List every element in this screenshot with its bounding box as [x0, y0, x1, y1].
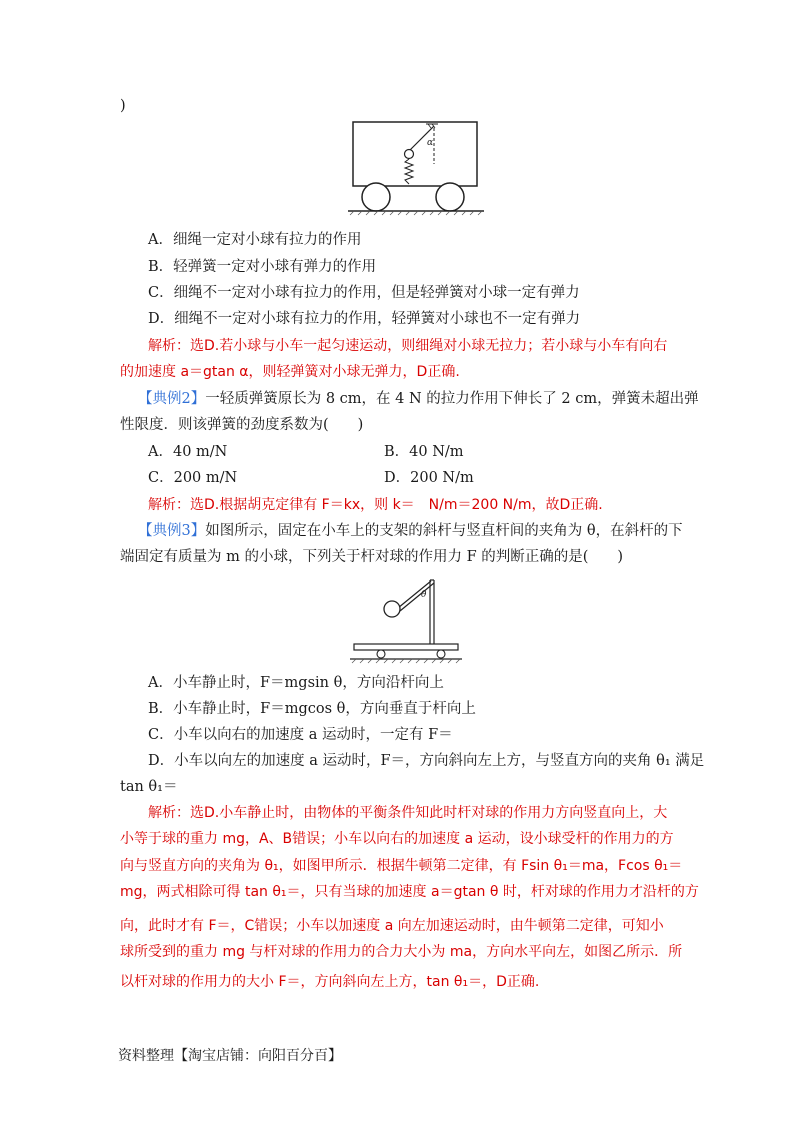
- example2-stem-line-2: 性限度．则该弹簧的劲度系数为( ): [120, 417, 364, 433]
- example3-option-d: D．小车以向左的加速度 a 运动时，F＝，方向斜向左上方，与竖直方向的夹角 θ₁ 满足: [148, 753, 705, 769]
- example3-stem-line-1: [138, 521, 683, 541]
- example3-analysis-line-5: 向，此时才有 F＝，C错误；小车以加速度 a 向左加速运动时，由牛顿第二定律，可知小: [120, 918, 664, 934]
- example3-stem-text: 如图所示，固定在小车上的支架的斜杆与竖直杆间的夹角为 θ，在斜杆的下: [205, 523, 683, 539]
- example3-analysis-line-2: 小等于球的重力 mg，A、B错误；小车以向右的加速度 a 运动，设小球受杆的作用力的方: [120, 831, 674, 847]
- example3-option-d-cont: tan θ₁＝: [120, 779, 178, 795]
- example2-stem-line-1: [138, 389, 699, 409]
- example2-option-a: A．40 m/N: [148, 444, 228, 460]
- example3-analysis-line-4: mg，两式相除可得 tan θ₁＝，只有当球的加速度 a＝gtan θ 时，杆对球的作用力才沿杆的方: [120, 884, 699, 900]
- q1-option-d: D．细绳不一定对小球有拉力的作用，轻弹簧对小球也不一定有弹力: [148, 311, 581, 327]
- example2-analysis: 解析：选D.根据胡克定律有 F＝kx，则 k＝ N/m＝200 N/m，故D正确.: [148, 497, 603, 513]
- example3-tag: 【典例3】: [138, 523, 206, 539]
- example3-analysis-line-3: 向与竖直方向的夹角为 θ₁，如图甲所示．根据牛顿第二定律，有 Fsin θ₁＝ma，Fcos θ₁＝: [120, 858, 683, 874]
- example3-option-b: B．小车静止时，F＝mgcos θ，方向垂直于杆向上: [148, 701, 476, 717]
- q1-analysis-line-2: 的加速度 a＝gtan α，则轻弹簧对小球无弹力，D正确.: [120, 364, 460, 380]
- example2-option-d: D．200 N/m: [384, 470, 474, 486]
- example3-stem-line-2: 端固定有质量为 m 的小球，下列关于杆对球的作用力 F 的判断正确的是( ): [120, 549, 624, 565]
- example3-analysis-line-6: 球所受到的重力 mg 与杆对球的作用力的合力大小为 ma，方向水平向左，如图乙所示．所: [120, 944, 683, 960]
- footer: 资料整理【淘宝店铺：向阳百分百】: [118, 1048, 342, 1064]
- q1-option-a: A．细绳一定对小球有拉力的作用: [148, 232, 362, 248]
- figure-cart-spring: [348, 118, 484, 216]
- q1-option-b: B．轻弹簧一定对小球有弹力的作用: [148, 259, 377, 275]
- top-fragment: ): [120, 98, 126, 114]
- example3-option-c: C．小车以向右的加速度 a 运动时，一定有 F＝: [148, 727, 453, 743]
- example2-stem-text: 一轻质弹簧原长为 8 cm，在 4 N 的拉力作用下伸长了 2 cm，弹簧未超出弹: [205, 391, 699, 407]
- example2-option-b: B．40 N/m: [384, 444, 464, 460]
- angle-theta-label: θ: [421, 590, 427, 600]
- example2-tag: 【典例2】: [138, 391, 206, 407]
- angle-alpha-label: α: [427, 138, 434, 148]
- example3-analysis-line-1: 解析：选D.小车静止时，由物体的平衡条件知此时杆对球的作用力方向竖直向上，大: [148, 805, 668, 821]
- q1-option-c: C．细绳不一定对小球有拉力的作用，但是轻弹簧对小球一定有弹力: [148, 285, 580, 301]
- q1-analysis-line-1: 解析：选D.若小球与小车一起匀速运动，则细绳对小球无拉力；若小球与小车有向右: [148, 338, 668, 354]
- example3-analysis-line-7: 以杆对球的作用力的大小 F＝，方向斜向左上方，tan θ₁＝，D正确.: [120, 974, 540, 990]
- example3-option-a: A．小车静止时，F＝mgsin θ，方向沿杆向上: [148, 675, 444, 691]
- figure-cart-rod: [350, 572, 462, 664]
- example2-option-c: C．200 m/N: [148, 470, 238, 486]
